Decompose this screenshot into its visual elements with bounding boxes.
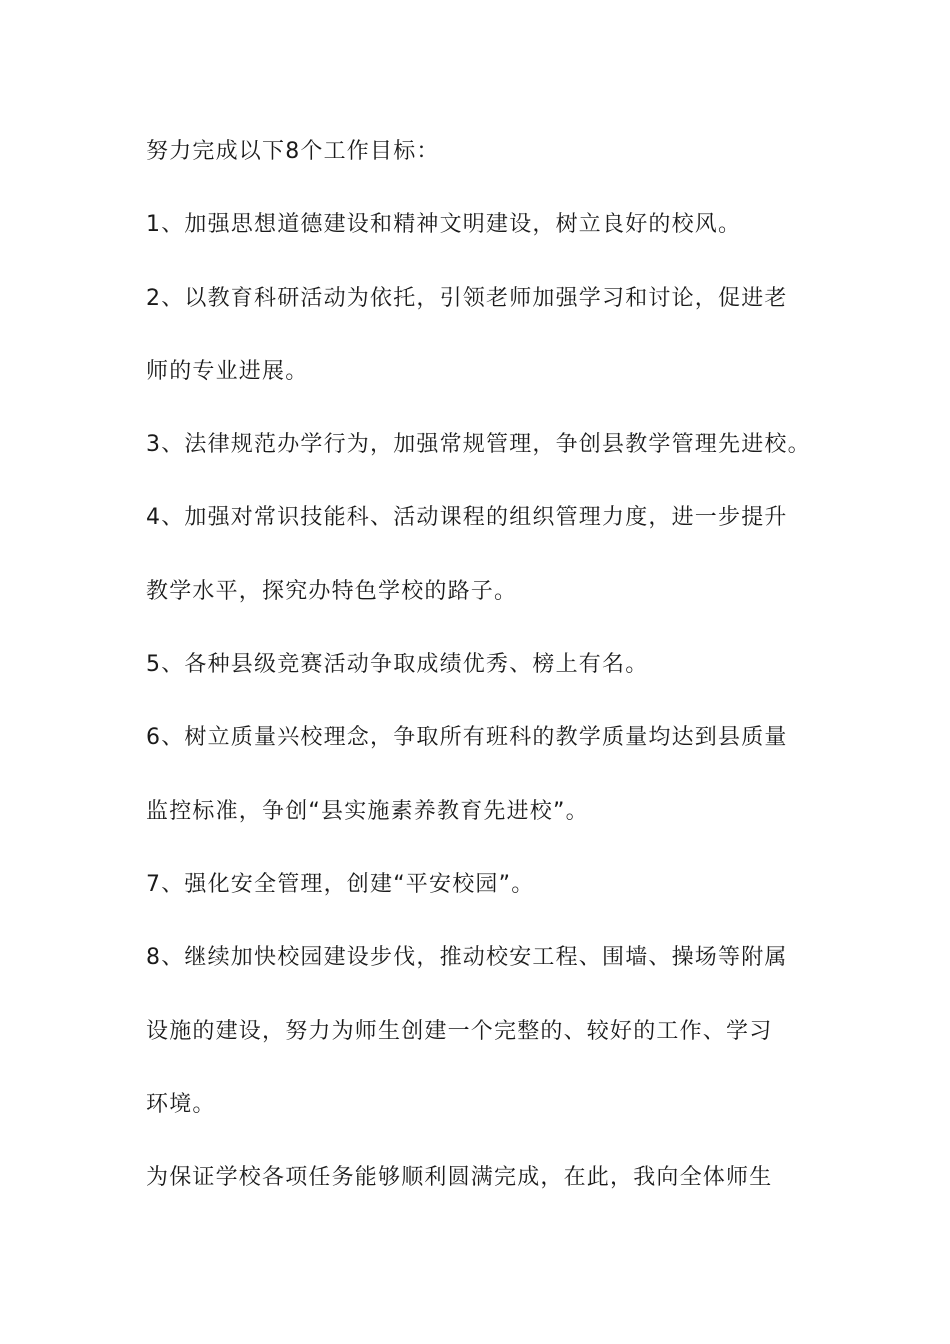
goal-8-line-1: 8、继续加快校园建设步伐，推动校安工程、围墙、操场等附属 (146, 945, 788, 971)
goal-4-line-2: 教学水平，探究办特色学校的路子。 (146, 578, 518, 604)
goal-7-line: 7、强化安全管理，创建“平安校园”。 (146, 871, 535, 897)
goal-4-line-1: 4、加强对常识技能科、活动课程的组织管理力度，进一步提升 (146, 505, 788, 531)
goal-6-line-2: 监控标准，争创“县实施素养教育先进校”。 (146, 798, 589, 824)
intro-line: 努力完成以下8个工作目标： (146, 139, 440, 164)
closing-line: 为保证学校各项任务能够顺利圆满完成，在此，我向全体师生 (146, 1165, 773, 1191)
goal-1-line: 1、加强思想道德建设和精神文明建设，树立良好的校风。 (146, 212, 742, 238)
goal-3-line: 3、法律规范办学行为，加强常规管理，争创县教学管理先进校。 (146, 432, 811, 458)
goal-8-line-3: 环境。 (146, 1091, 216, 1117)
goal-2-line-1: 2、以教育科研活动为依托，引领老师加强学习和讨论，促进老 (146, 285, 788, 311)
goal-8-line-2: 设施的建设，努力为师生创建一个完整的、较好的工作、学习 (146, 1018, 773, 1044)
goal-2-line-2: 师的专业进展。 (146, 358, 309, 384)
goal-6-line-1: 6、树立质量兴校理念，争取所有班科的教学质量均达到县质量 (146, 725, 788, 751)
document-body (146, 134, 826, 1233)
goal-5-line: 5、各种县级竞赛活动争取成绩优秀、榜上有名。 (146, 652, 649, 678)
